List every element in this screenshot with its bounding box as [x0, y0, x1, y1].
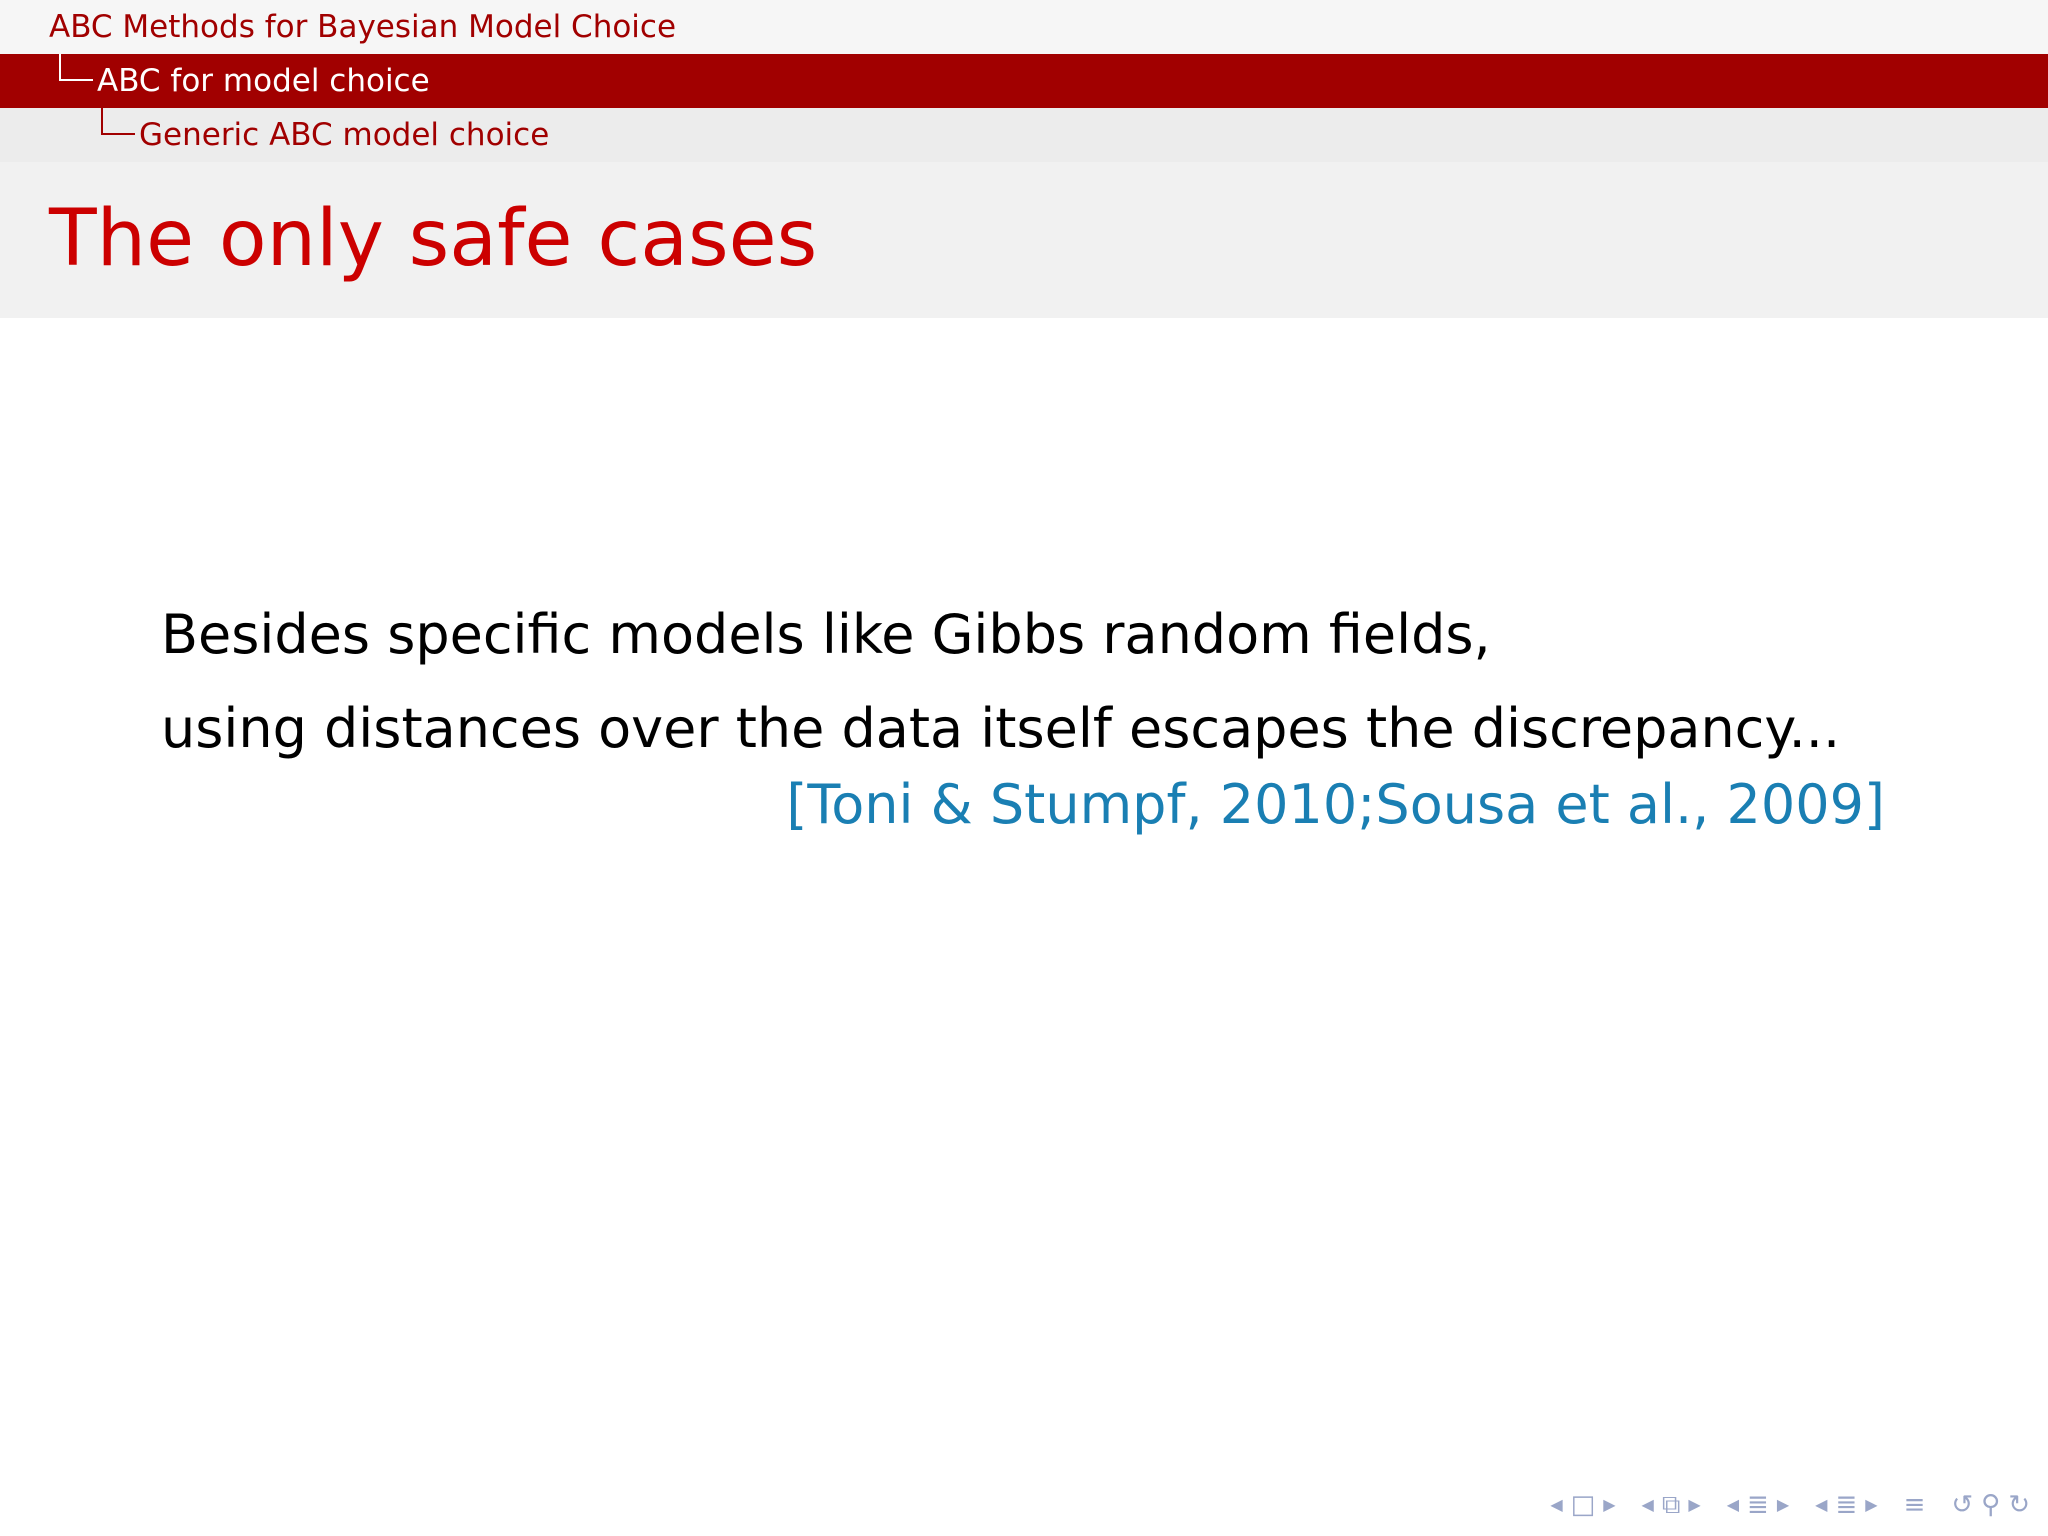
- frame-prev-icon[interactable]: ◀: [1641, 1495, 1654, 1514]
- frame-icon[interactable]: ⧉: [1661, 1490, 1681, 1520]
- nav-subsection-group: [1727, 1490, 1789, 1520]
- beamer-navigation-bar: [1550, 1490, 2030, 1520]
- header-breadcrumb-level1: [0, 0, 2048, 54]
- search-icon[interactable]: ⚲: [1981, 1490, 2001, 1520]
- breadcrumb-subsection[interactable]: Generic ABC model choice: [139, 117, 550, 153]
- subsection-prev-icon[interactable]: ◀: [1726, 1495, 1740, 1514]
- nav-section-group: [1815, 1490, 1877, 1520]
- frame-next-icon[interactable]: ▶: [1688, 1495, 1701, 1514]
- subsection-icon[interactable]: ≣: [1747, 1490, 1769, 1520]
- nav-slide-group: [1550, 1490, 1615, 1520]
- body-text-line-1: Besides specific models like Gibbs random fields,: [161, 603, 1491, 666]
- nav-frame-group: [1642, 1490, 1701, 1520]
- section-next-icon[interactable]: ▶: [1865, 1495, 1878, 1514]
- nav-toc-group: [1904, 1490, 1926, 1520]
- header-breadcrumb-level2: [0, 54, 2048, 108]
- section-icon[interactable]: ≣: [1835, 1490, 1858, 1520]
- breadcrumb-section[interactable]: ABC for model choice: [97, 63, 430, 99]
- slide-title: The only safe cases: [49, 194, 818, 284]
- header-breadcrumb-level3: [0, 108, 2048, 162]
- toc-icon[interactable]: ≡: [1903, 1490, 1926, 1520]
- body-text-line-2: using distances over the data itself escapes the discrepancy...: [161, 697, 1841, 760]
- back-icon[interactable]: ↺: [1951, 1490, 1974, 1520]
- slide-icon[interactable]: □: [1570, 1490, 1596, 1520]
- nav-search-group: [1951, 1490, 2030, 1520]
- forward-icon[interactable]: ↻: [2008, 1490, 2030, 1520]
- tree-branch-icon: [101, 108, 135, 135]
- slide-prev-icon[interactable]: ◀: [1550, 1495, 1563, 1514]
- title-band: [0, 162, 2048, 318]
- section-prev-icon[interactable]: ◀: [1815, 1495, 1828, 1514]
- tree-branch-icon: [59, 54, 93, 81]
- breadcrumb-presentation-title[interactable]: ABC Methods for Bayesian Model Choice: [49, 9, 677, 45]
- citation-link[interactable]: [Toni & Stumpf, 2010;Sousa et al., 2009]: [786, 773, 1885, 836]
- subsection-next-icon[interactable]: ▶: [1776, 1495, 1790, 1514]
- slide-next-icon[interactable]: ▶: [1603, 1495, 1616, 1514]
